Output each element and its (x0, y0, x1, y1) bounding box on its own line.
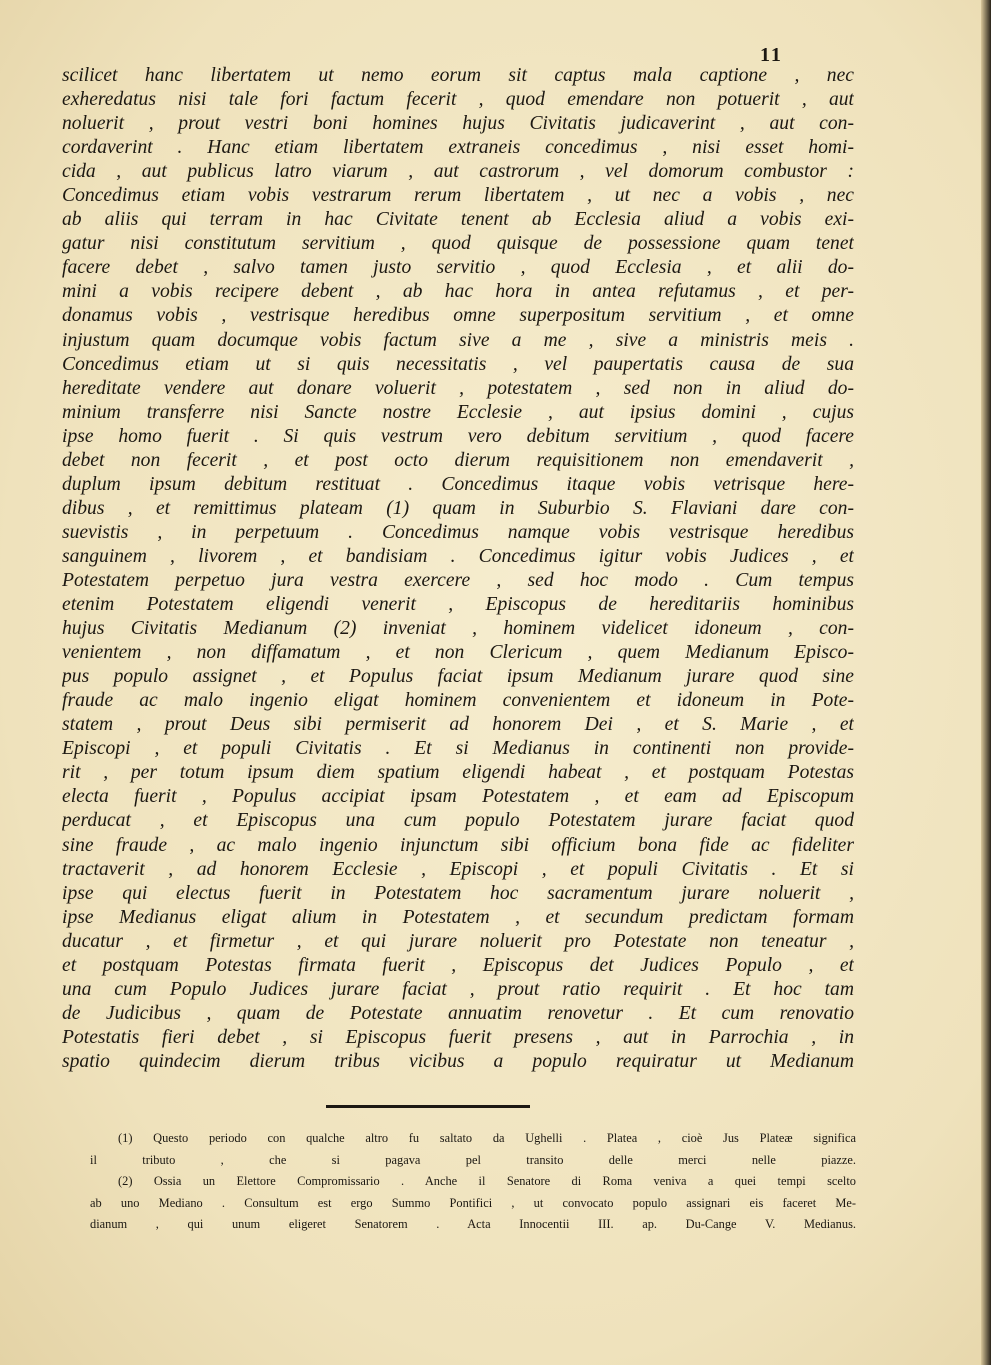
text-line: spatio quindecim dierum tribus vicibus a populo requiratur ut Medianum (62, 1050, 854, 1072)
footnote-line: dianum , qui unum eligeret Senatorem . Acta Innocentii III. ap. Du-Cange V. Medianus. (90, 1217, 856, 1231)
footnote-line: (1) Questo periodo con qualche altro fu saltato da Ughelli . Platea , cioè Jus Plateæ significa (118, 1131, 856, 1145)
text-line: de Judicibus , quam de Potestate annuatim renovetur . Et cum renovatio (62, 1002, 854, 1024)
footnotes-block (90, 1128, 856, 1236)
text-line: duplum ipsum debitum restituat . Concedimus itaque vobis vetrisque here- (62, 473, 854, 495)
text-line: hereditate vendere aut donare voluerit , potestatem , sed non in aliud do- (62, 377, 854, 399)
text-line: fraude ac malo ingenio eligat hominem convenientem et idoneum in Pote- (62, 690, 854, 712)
text-line: injustum quam documque vobis factum sive a me , sive a ministris meis . (62, 329, 854, 351)
text-line: electa fuerit , Populus accipiat ipsam Potestatem , et eam ad Episcopum (62, 786, 854, 808)
text-line: minium transferre nisi Sancte nostre Ecclesie , aut ipsius domini , cujus (62, 401, 854, 423)
text-line: cordaverint . Hanc etiam libertatem extraneis concedimus , nisi esset homi- (62, 137, 854, 159)
text-line: facere debet , salvo tamen justo servitio , quod Ecclesia , et alii do- (62, 257, 854, 279)
text-line: sine fraude , ac malo ingenio injunctum sibi officium bona fide ac fideliter (62, 834, 854, 856)
text-line: hujus Civitatis Medianum (2) inveniat , hominem videlicet idoneum , con- (62, 618, 854, 640)
text-line: dibus , et remittimus plateam (1) quam in Suburbio S. Flaviani dare con- (62, 497, 854, 519)
footnote-separator-rule (326, 1105, 530, 1108)
text-line: exheredatus nisi tale fori factum fecerit , quod emendare non potuerit , aut (62, 89, 854, 111)
footnote-line: (2) Ossia un Elettore Compromissario . Anche il Senatore di Roma veniva a quei tempi scelto (118, 1174, 856, 1188)
text-line: sanguinem , livorem , et bandisiam . Concedimus igitur vobis Judices , et (62, 545, 854, 567)
text-line: suevistis , in perpetuum . Concedimus namque vobis vestrisque heredibus (62, 521, 854, 543)
text-line: ab aliis qui terram in hac Civitate tenent ab Ecclesia aliud a vobis exi- (62, 209, 854, 231)
text-line: mini a vobis recipere debent , ab hac hora in antea refutamus , et per- (62, 281, 854, 303)
text-line: donamus vobis , vestrisque heredibus omne superpositum servitium , et omne (62, 305, 854, 327)
text-line: Concedimus etiam ut si quis necessitatis , vel paupertatis causa de sua (62, 353, 854, 375)
text-line: noluerit , prout vestri boni homines hujus Civitatis judicaverint , aut con- (62, 113, 854, 135)
text-line: statem , prout Deus sibi permiserit ad honorem Dei , et S. Marie , et (62, 714, 854, 736)
text-line: perducat , et Episcopus una cum populo Potestatem jurare faciat quod (62, 810, 854, 832)
text-line: tractaverit , ad honorem Ecclesie , Episcopi , et populi Civitatis . Et si (62, 858, 854, 880)
footnote-line: ab uno Mediano . Consultum est ergo Summo Pontifici , ut convocato populo assignari eis faceret Me- (90, 1195, 856, 1210)
text-line: Episcopi , et populi Civitatis . Et si Medianus in continenti non provide- (62, 738, 854, 760)
text-line: una cum Populo Judices jurare faciat , prout ratio requirit . Et hoc tam (62, 978, 854, 1000)
text-line: ipse Medianus eligat alium in Potestatem , et secundum predictam formam (62, 906, 854, 928)
text-line: et postquam Potestas firmata fuerit , Episcopus det Judices Populo , et (62, 954, 854, 976)
main-text-block (62, 64, 854, 1074)
text-line: venientem , non diffamatum , et non Clericum , quem Medianum Episco- (62, 642, 854, 664)
text-line: ipse homo fuerit . Si quis vestrum vero debitum servitium , quod facere (62, 425, 854, 447)
page-number: 11 (760, 44, 783, 66)
text-line: rit , per totum ipsum diem spatium eligendi habeat , et postquam Potestas (62, 762, 854, 784)
text-line: cida , aut publicus latro viarum , aut castrorum , vel domorum combustor : (62, 161, 854, 183)
text-line: Potestatem perpetuo jura vestra exercere , sed hoc modo . Cum tempus (62, 569, 854, 591)
text-line: Potestatis fieri debet , si Episcopus fuerit presens , aut in Parrochia , in (62, 1026, 854, 1048)
text-line: pus populo assignet , et Populus faciat ipsum Medianum jurare quod sine (62, 666, 854, 688)
text-line: Concedimus etiam vobis vestrarum rerum libertatem , ut nec a vobis , nec (62, 185, 854, 207)
text-line: debet non fecerit , et post octo dierum requisitionem non emendaverit , (62, 449, 854, 471)
text-line: ducatur , et firmetur , et qui jurare noluerit pro Potestate non teneatur , (62, 930, 854, 952)
text-line: gatur nisi constitutum servitium , quod quisque de possessione quam tenet (62, 233, 854, 255)
page-edge-shadow (981, 0, 991, 1365)
text-line: scilicet hanc libertatem ut nemo eorum sit captus mala captione , nec (62, 65, 854, 86)
text-line: ipse qui electus fuerit in Potestatem hoc sacramentum jurare noluerit , (62, 882, 854, 904)
footnote-line: il tributo , che si pagava pel transito delle merci nelle piazze. (90, 1152, 856, 1167)
text-line: etenim Potestatem eligendi venerit , Episcopus de hereditariis hominibus (62, 594, 854, 616)
